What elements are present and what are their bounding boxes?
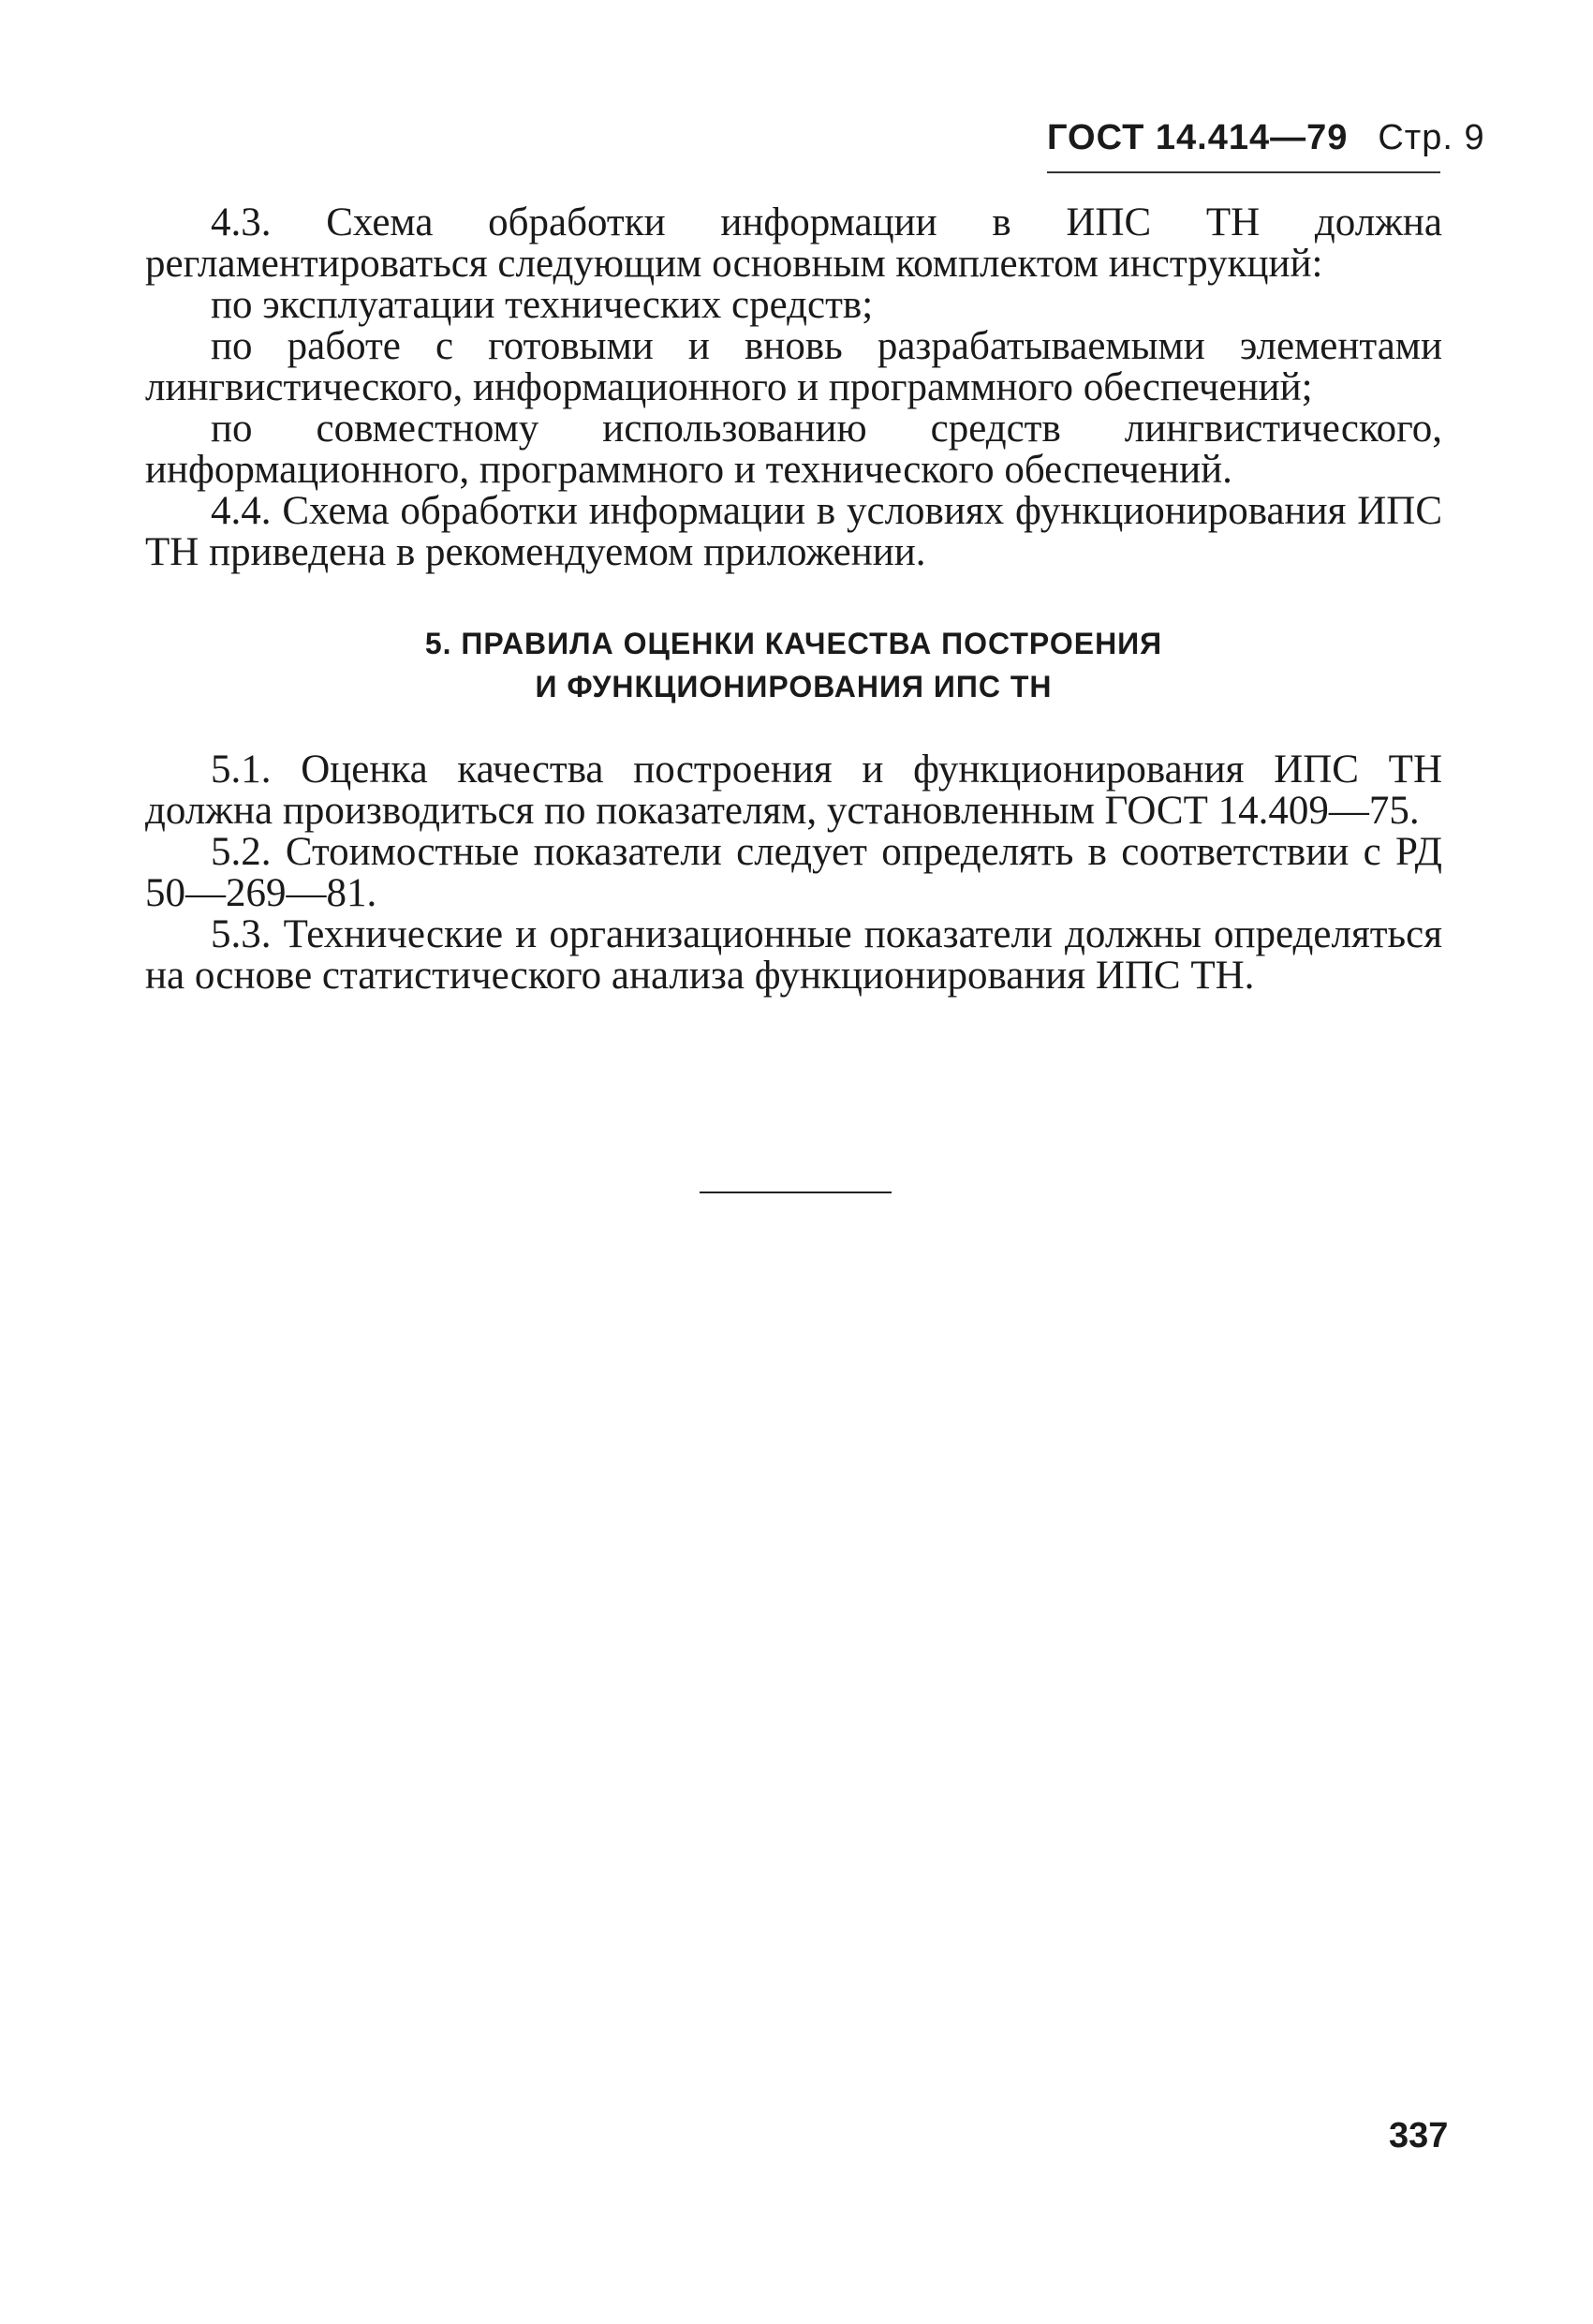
list-item-work-elements: по работе с готовыми и вновь разрабатываемыми элементами лингвистического, информационного и программного обеспечений; xyxy=(145,324,1442,409)
paragraph-5-3: 5.3. Технические и организационные показатели должны определяться на основе статистического анализа функционирования ИПС ТН. xyxy=(145,912,1442,998)
page-label: Стр. 9 xyxy=(1378,118,1485,157)
list-item-joint-use: по совместному использованию средств лингвистического, информационного, программного и технического обеспечений. xyxy=(145,407,1442,492)
header-underline xyxy=(1047,171,1440,173)
paragraph-5-1: 5.1. Оценка качества построения и функционирования ИПС ТН должна производиться по показателям, установленным ГОСТ 14.409—75. xyxy=(145,748,1442,833)
paragraph-4-4: 4.4. Схема обработки информации в условиях функционирования ИПС ТН приведена в рекомендуемом приложении. xyxy=(145,489,1442,574)
paragraph-5-2: 5.2. Стоимостные показатели следует определять в соответствии с РД 50—269—81. xyxy=(145,830,1442,915)
paragraph-4-3: 4.3. Схема обработки информации в ИПС ТН должна регламентироваться следующим основным комплектом инструкций: xyxy=(145,200,1442,286)
end-separator-line xyxy=(700,1192,892,1193)
section-5-heading-line-2: И ФУНКЦИОНИРОВАНИЯ ИПС ТН xyxy=(535,670,1053,703)
page-number: 337 xyxy=(1389,2116,1449,2155)
page-header xyxy=(1047,118,1485,157)
document-body xyxy=(145,202,1442,997)
standard-number: ГОСТ 14.414—79 xyxy=(1047,118,1349,157)
section-5-heading-line-1: 5. ПРАВИЛА ОЦЕНКИ КАЧЕСТВА ПОСТРОЕНИЯ xyxy=(424,627,1163,660)
list-item-operation: по эксплуатации технических средств; xyxy=(211,283,874,327)
section-5-heading xyxy=(145,622,1442,708)
